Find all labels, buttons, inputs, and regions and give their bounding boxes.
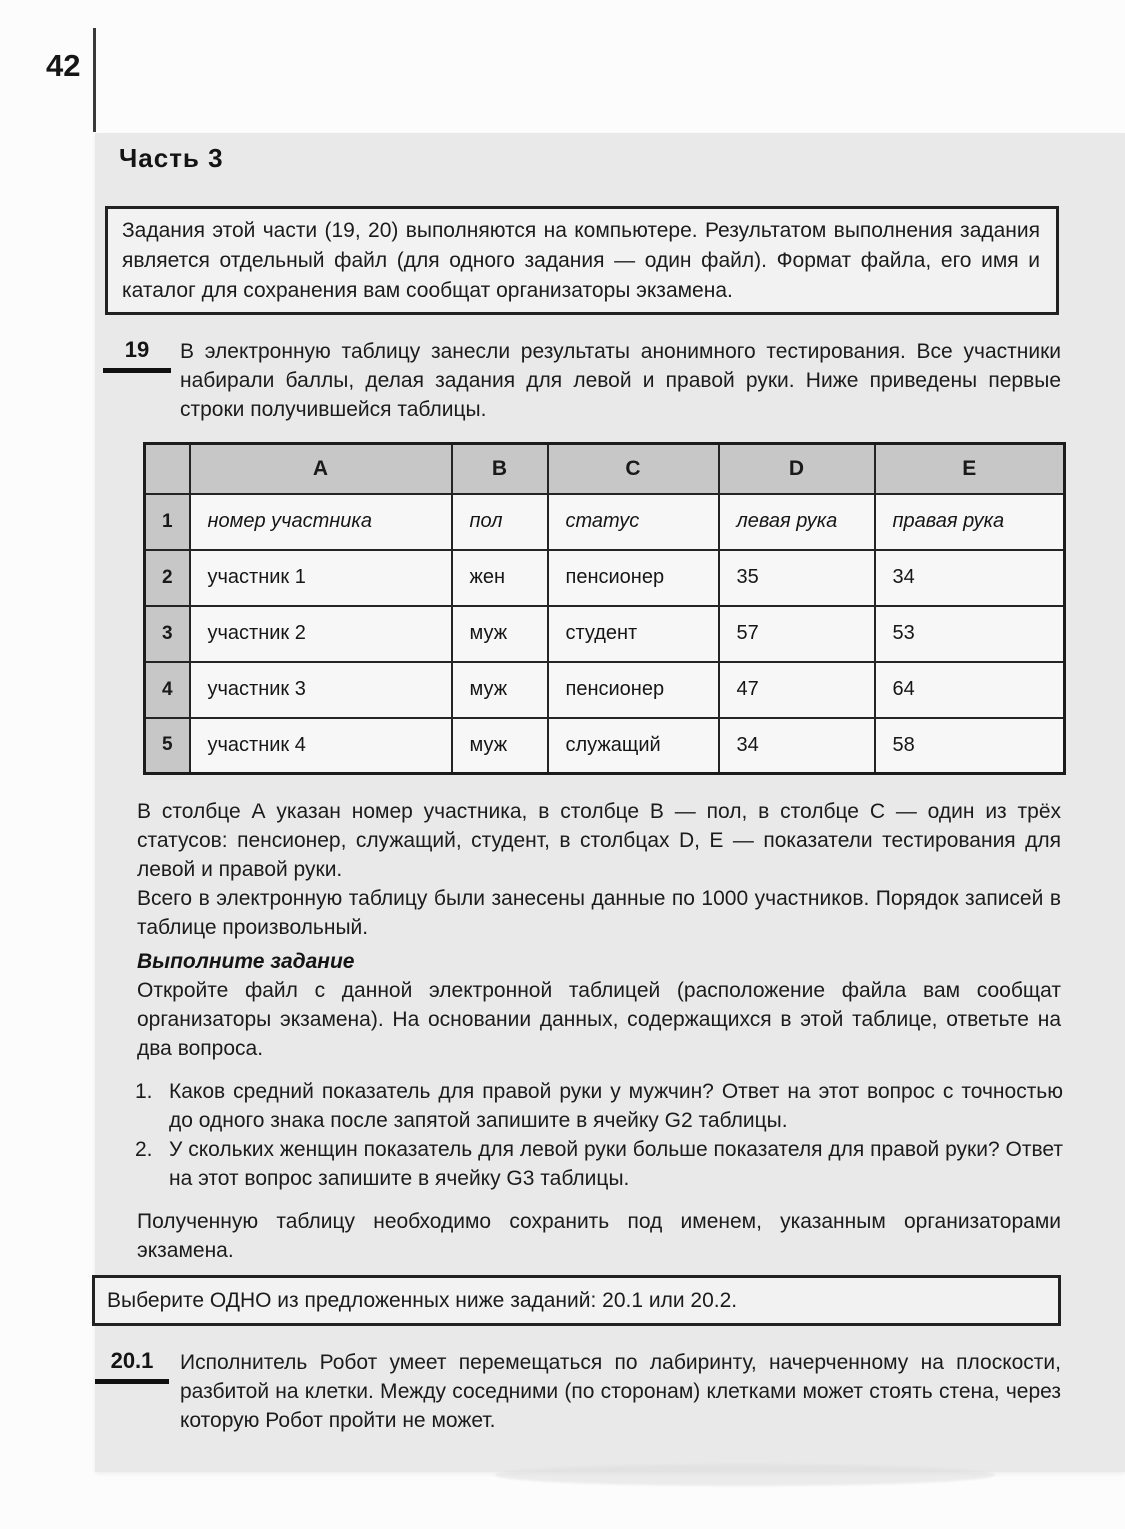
cell-b2: жен bbox=[452, 550, 548, 606]
choice-box-text: Выберите ОДНО из предложенных ниже заданий: 20.1 или 20.2. bbox=[107, 1289, 738, 1312]
column-header-d: D bbox=[719, 444, 875, 494]
section-title: Часть 3 bbox=[119, 143, 224, 173]
cell-b3: муж bbox=[452, 606, 548, 662]
intro-box-text: Задания этой части (19, 20) выполняются на компьютере. Результатом выполнения задания является отдельный файл (для одного задания — один файл). Формат файла, его имя и каталог для сохранения вам сообщат организаторы экзамена. bbox=[122, 219, 1040, 302]
cell-e1: правая рука bbox=[875, 494, 1065, 550]
cell-d4: 47 bbox=[719, 662, 875, 718]
cell-d3: 57 bbox=[719, 606, 875, 662]
closing-note: Полученную таблицу необходимо сохранить под именем, указанным организаторами экзамена. bbox=[137, 1210, 1061, 1262]
table-description: В столбце А указан номер участника, в столбце В — пол, в столбце С — один из трёх статусов: пенсионер, служащий, студент, в столбцах D, E — показатели тестирования для левой и правой руки. bbox=[137, 800, 1061, 881]
task-20-1-number: 20.1 bbox=[95, 1348, 169, 1384]
cell-c3: студент bbox=[548, 606, 719, 662]
cell-c1: статус bbox=[548, 494, 719, 550]
participants-note: Всего в электронную таблицу были занесены данные по 1000 участников. Порядок записей в таблице произвольный. bbox=[137, 887, 1061, 939]
cell-e3: 53 bbox=[875, 606, 1065, 662]
cell-b5: муж bbox=[452, 718, 548, 774]
question-2 bbox=[135, 1135, 1063, 1193]
row-number: 3 bbox=[145, 606, 190, 662]
task-19-number: 19 bbox=[103, 337, 171, 373]
do-task-heading: Выполните задание bbox=[137, 950, 355, 973]
question-1-text: Каков средний показатель для правой руки у мужчин? Ответ на этот вопрос с точностью до одного знака после запятой запишите в ячейку G2 таблицы. bbox=[169, 1080, 1063, 1132]
cell-a1: номер участника bbox=[190, 494, 452, 550]
scan-smudge bbox=[495, 1464, 995, 1486]
table-row-4 bbox=[145, 662, 1065, 718]
task-19 bbox=[95, 337, 1061, 424]
row-number: 4 bbox=[145, 662, 190, 718]
cell-e4: 64 bbox=[875, 662, 1065, 718]
column-header-a: A bbox=[190, 444, 452, 494]
cell-d2: 35 bbox=[719, 550, 875, 606]
cell-c4: пенсионер bbox=[548, 662, 719, 718]
question-2-number: 2. bbox=[135, 1138, 153, 1161]
table-row-1 bbox=[145, 494, 1065, 550]
intro-box bbox=[105, 206, 1059, 315]
question-2-text: У скольких женщин показатель для левой руки больше показателя для правой руки? Ответ на этот вопрос запишите в ячейку G3 таблицы. bbox=[169, 1138, 1063, 1190]
cell-a2: участник 1 bbox=[190, 550, 452, 606]
task-20-1 bbox=[95, 1348, 1061, 1435]
cell-b4: муж bbox=[452, 662, 548, 718]
column-header-e: E bbox=[875, 444, 1065, 494]
table-row-5 bbox=[145, 718, 1065, 774]
scanned-page bbox=[95, 133, 1125, 1472]
task-20-1-text: Исполнитель Робот умеет перемещаться по лабиринту, начерченному на плоскости, разбитой на клетки. Между соседними (по сторонам) клетками может стоять стена, через которую Робот пройти не может. bbox=[180, 1351, 1061, 1432]
cell-c5: служащий bbox=[548, 718, 719, 774]
cell-a5: участник 4 bbox=[190, 718, 452, 774]
column-header-b: B bbox=[452, 444, 548, 494]
table-row-3 bbox=[145, 606, 1065, 662]
question-list bbox=[135, 1077, 1063, 1193]
task-19-instruction: Откройте файл с данной электронной таблицей (расположение файла вам сообщат организаторы экзамена). На основании данных, содержащихся в этой таблице, ответьте на два вопроса. bbox=[137, 979, 1061, 1060]
cell-a3: участник 2 bbox=[190, 606, 452, 662]
page-corner-rule bbox=[93, 28, 96, 132]
page-number: 42 bbox=[46, 48, 81, 83]
cell-c2: пенсионер bbox=[548, 550, 719, 606]
cell-e5: 58 bbox=[875, 718, 1065, 774]
question-1 bbox=[135, 1077, 1063, 1135]
task-19-intro: В электронную таблицу занесли результаты анонимного тестирования. Все участники набирали баллы, делая задания для левой и правой руки. Ниже приведены первые строки получившейся таблицы. bbox=[180, 340, 1061, 421]
table-row-2 bbox=[145, 550, 1065, 606]
corner-cell bbox=[145, 444, 190, 494]
row-number: 2 bbox=[145, 550, 190, 606]
cell-d5: 34 bbox=[719, 718, 875, 774]
cell-e2: 34 bbox=[875, 550, 1065, 606]
question-1-number: 1. bbox=[135, 1080, 153, 1103]
cell-d1: левая рука bbox=[719, 494, 875, 550]
spreadsheet-table bbox=[143, 442, 1125, 775]
cell-a4: участник 3 bbox=[190, 662, 452, 718]
column-letters-row bbox=[145, 444, 1065, 494]
row-number: 1 bbox=[145, 494, 190, 550]
row-number: 5 bbox=[145, 718, 190, 774]
choice-box bbox=[92, 1275, 1061, 1326]
cell-b1: пол bbox=[452, 494, 548, 550]
column-header-c: C bbox=[548, 444, 719, 494]
